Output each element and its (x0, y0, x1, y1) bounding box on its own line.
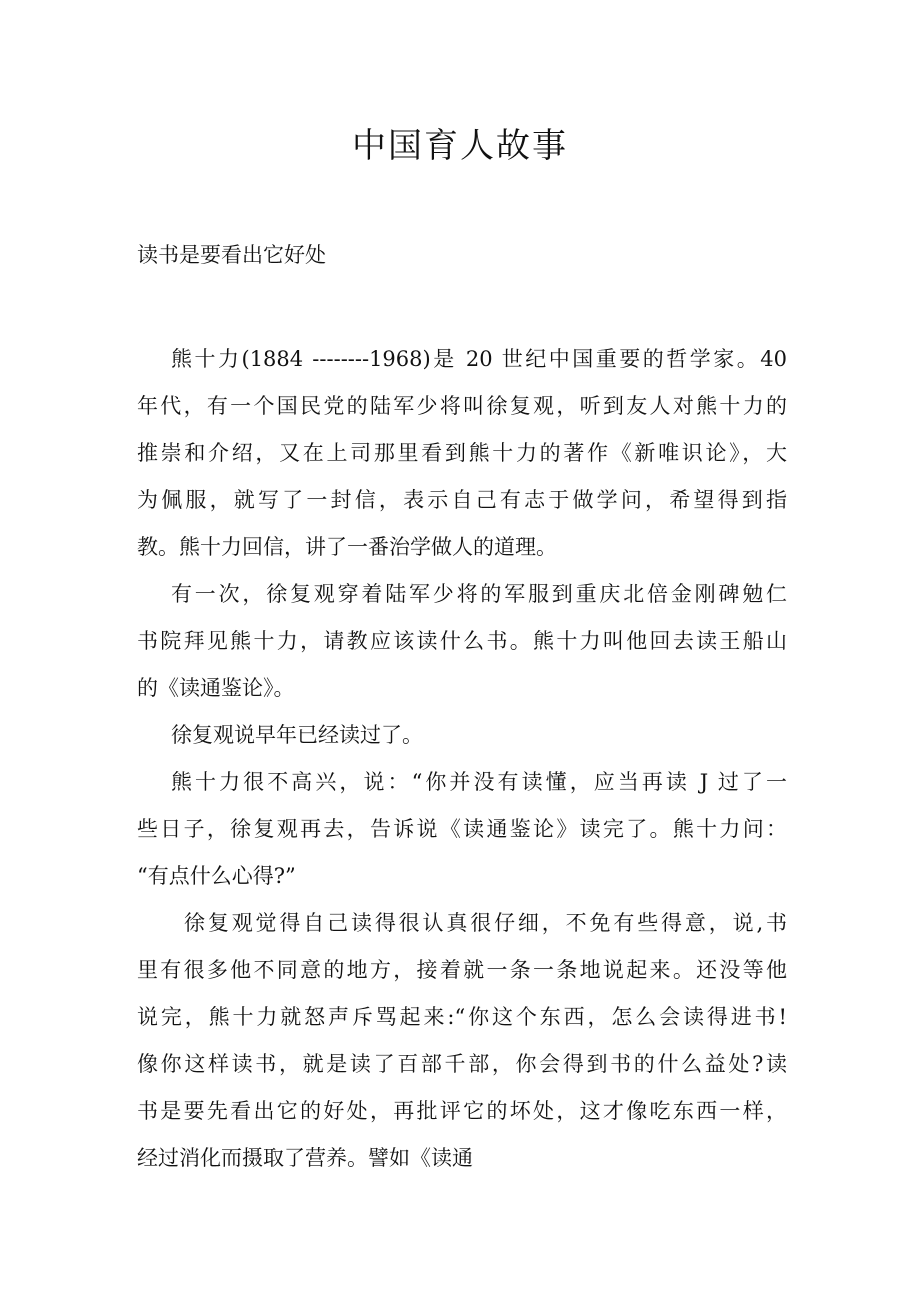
text-line: 的《读通鉴论》。 (137, 676, 295, 700)
text-line: “有点什么心得?” (137, 864, 296, 888)
text-line: 有一次，徐复观穿着陆军少将的军服到重庆北倍金刚碑勉仁 (171, 582, 787, 606)
paragraph (137, 336, 787, 571)
text-line: 徐复观觉得自己读得很认真很仔细，不免有些得意，说,书 (184, 911, 787, 935)
text-line: 书是要先看出它的好处，再批评它的坏处，这才像吃东西一样， (137, 1099, 787, 1123)
text-line: 熊十力很不高兴，说：“你并没有读懂，应当再读 J 过了一 (171, 770, 787, 794)
text-line: 些日子，徐复观再去，告诉说《读通鉴论》读完了。熊十力问： (137, 817, 787, 841)
text-line: 经过消化而摄取了营养。譬如《读通 (137, 1146, 473, 1170)
paragraph (137, 900, 787, 1182)
document-title: 中国育人故事 (352, 126, 568, 166)
paragraph (137, 759, 787, 900)
body-text (137, 336, 787, 1182)
text-line: 书院拜见熊十力，请教应该读什么书。熊十力叫他回去读王船山 (137, 629, 787, 653)
paragraph (137, 571, 787, 712)
text-line: 年代，有一个国民党的陆军少将叫徐复观，听到友人对熊十力的 (137, 394, 787, 418)
text-line: 为佩服，就写了一封信，表示自己有志于做学问，希望得到指 (137, 488, 787, 512)
text-line: 徐复观说早年已经读过了。 (171, 723, 423, 747)
section-heading: 读书是要看出它好处 (137, 243, 326, 267)
text-line: 像你这样读书，就是读了百部千部，你会得到书的什么益处?读 (137, 1052, 787, 1076)
text-line: 熊十力(1884 --------1968)是 20 世纪中国重要的哲学家。40 (171, 347, 787, 371)
text-line: 里有很多他不同意的地方，接着就一条一条地说起来。还没等他 (137, 958, 787, 982)
text-line: 教。熊十力回信，讲了一番治学做人的道理。 (137, 535, 557, 559)
text-line: 说完，熊十力就怒声斥骂起来:“你这个东西，怎么会读得进书! (137, 1005, 787, 1029)
paragraph (137, 712, 787, 759)
text-line: 推崇和介绍，又在上司那里看到熊十力的著作《新唯识论》，大 (137, 441, 787, 465)
